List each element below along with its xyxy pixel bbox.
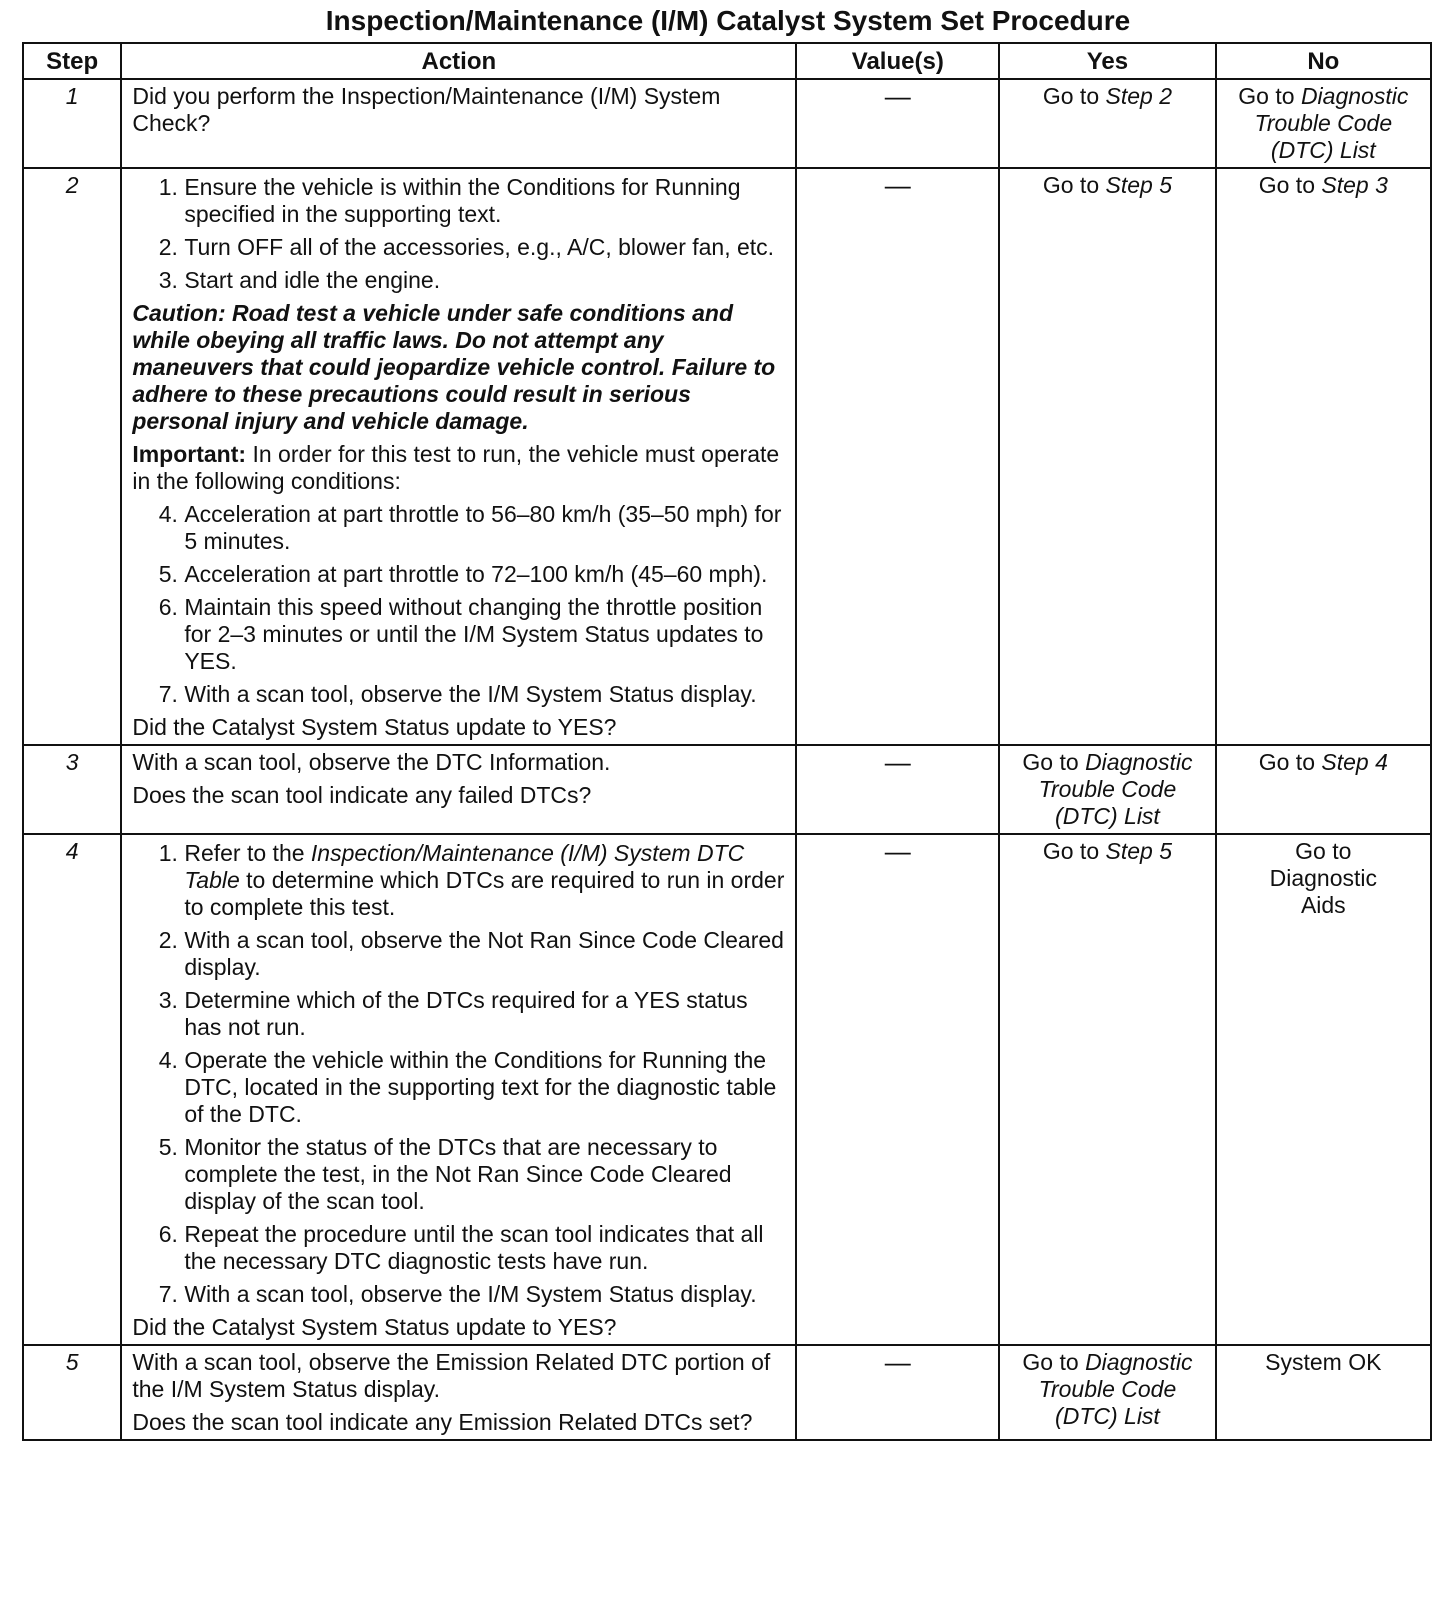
no-result-text: System OK — [1265, 1349, 1382, 1375]
go-to-label: Go to — [1238, 83, 1295, 109]
go-to-label: Go to — [1022, 749, 1079, 775]
diagnostic-aids-link[interactable]: Go to Diagnostic Aids — [1269, 838, 1377, 918]
step-number: 4 — [23, 834, 121, 1345]
action-cell — [121, 1345, 796, 1440]
go-to-label: Go to — [1022, 1349, 1079, 1375]
value-cell: — — [796, 79, 999, 168]
no-cell — [1216, 1345, 1431, 1440]
table-row-step-4 — [23, 834, 1431, 1345]
question-text: Did the Catalyst System Status update to YES? — [132, 1314, 617, 1340]
step-number: 5 — [23, 1345, 121, 1440]
no-cell — [1216, 79, 1431, 168]
list-item: 6. Maintain this speed without changing the throttle position for 2–3 minutes or until the I/M System Status updates to YES. — [184, 594, 785, 675]
action-cell — [121, 745, 796, 834]
yes-target-link[interactable]: Step 2 — [1105, 83, 1173, 109]
question-text: Does the scan tool indicate any Emission Related DTCs set? — [132, 1409, 753, 1435]
table-row-step-3 — [23, 745, 1431, 834]
important-label: Important: — [132, 441, 247, 467]
dtc-list-link[interactable]: Diagnostic Trouble Code (DTC) List — [1254, 83, 1409, 163]
step-number: 2 — [23, 168, 121, 745]
important-text: In order for this test to run, the vehicle must operate in the following conditions: — [132, 441, 780, 494]
list-item: 7. With a scan tool, observe the I/M System Status display. — [184, 1281, 785, 1308]
step-number: 1 — [23, 79, 121, 168]
header-action: Action — [121, 43, 796, 79]
item-text: Refer to the — [184, 840, 305, 866]
list-item: 3. Determine which of the DTCs required for a YES status has not run. — [184, 987, 785, 1041]
list-item: 1. Ensure the vehicle is within the Conditions for Running specified in the supporting text. — [184, 174, 785, 228]
dtc-list-link[interactable]: Diagnostic Trouble Code (DTC) List — [1038, 749, 1193, 829]
instruction-text: With a scan tool, observe the Emission Related DTC portion of the I/M System Status display. — [132, 1349, 771, 1402]
list-item: 2. With a scan tool, observe the Not Ran Since Code Cleared display. — [184, 927, 785, 981]
no-cell — [1216, 168, 1431, 745]
yes-cell — [999, 1345, 1215, 1440]
header-step: Step — [23, 43, 121, 79]
list-item: 5. Monitor the status of the DTCs that are necessary to complete the test, in the Not Ran Since Code Cleared display of the scan tool. — [184, 1134, 785, 1215]
no-cell — [1216, 745, 1431, 834]
table-row-step-5 — [23, 1345, 1431, 1440]
value-cell: — — [796, 168, 999, 745]
list-item: 4. Acceleration at part throttle to 56–80 km/h (35–50 mph) for 5 minutes. — [184, 501, 785, 555]
go-to-label: Go to — [1258, 172, 1315, 198]
no-target-link[interactable]: Step 3 — [1321, 172, 1388, 198]
header-row — [23, 43, 1431, 79]
list-item: 3. Start and idle the engine. — [184, 267, 785, 294]
page-title: Inspection/Maintenance (I/M) Catalyst System Set Procedure — [325, 5, 1131, 36]
value-cell: — — [796, 745, 999, 834]
yes-target-link[interactable]: Step 5 — [1105, 172, 1173, 198]
step-number: 3 — [23, 745, 121, 834]
go-to-label: Go to — [1258, 749, 1315, 775]
list-item: 5. Acceleration at part throttle to 72–100 km/h (45–60 mph). — [184, 561, 785, 588]
question-text: Did the Catalyst System Status update to YES? — [132, 714, 617, 740]
yes-cell — [999, 79, 1215, 168]
question-text: Does the scan tool indicate any failed DTCs? — [132, 782, 592, 808]
procedure-table — [22, 42, 1432, 1441]
list-item: 4. Operate the vehicle within the Conditions for Running the DTC, located in the supporting text for the diagnostic table of the DTC. — [184, 1047, 785, 1128]
question-text: Did you perform the Inspection/Maintenance (I/M) System Check? — [132, 83, 721, 136]
header-yes: Yes — [999, 43, 1215, 79]
table-row-step-1 — [23, 79, 1431, 168]
instruction-list — [132, 174, 785, 294]
yes-cell — [999, 168, 1215, 745]
list-item — [184, 840, 785, 921]
condition-list — [132, 501, 785, 708]
table-row-step-2 — [23, 168, 1431, 745]
instruction-text: With a scan tool, observe the DTC Information. — [132, 749, 611, 775]
important-note — [132, 441, 785, 495]
go-to-label: Go to — [1042, 83, 1100, 109]
yes-cell — [999, 834, 1215, 1345]
instruction-list — [132, 840, 785, 1308]
item-text: to determine which DTCs are required to run in order to complete this test. — [184, 867, 785, 920]
header-values: Value(s) — [796, 43, 999, 79]
no-target-link[interactable]: Step 4 — [1321, 749, 1388, 775]
yes-cell — [999, 745, 1215, 834]
list-item: 6. Repeat the procedure until the scan tool indicates that all the necessary DTC diagnostic tests have run. — [184, 1221, 785, 1275]
list-item: 2. Turn OFF all of the accessories, e.g., A/C, blower fan, etc. — [184, 234, 785, 261]
caution-note: Caution: Road test a vehicle under safe conditions and while obeying all traffic laws. Do not attempt any maneuvers that could jeopardize vehicle control. Failure to adhere to these precautions could result in serious personal injury and vehicle damage. — [132, 300, 776, 434]
action-cell — [121, 168, 796, 745]
dtc-list-link[interactable]: Diagnostic Trouble Code (DTC) List — [1038, 1349, 1193, 1429]
header-no: No — [1216, 43, 1431, 79]
go-to-label: Go to — [1042, 172, 1100, 198]
list-item: 7. With a scan tool, observe the I/M System Status display. — [184, 681, 785, 708]
go-to-label: Go to — [1042, 838, 1100, 864]
yes-target-link[interactable]: Step 5 — [1105, 838, 1173, 864]
value-cell: — — [796, 834, 999, 1345]
dtc-table-reference[interactable]: Inspection/Maintenance (I/M) System DTC Table — [184, 840, 745, 893]
action-cell — [121, 834, 796, 1345]
no-cell — [1216, 834, 1431, 1345]
value-cell: — — [796, 1345, 999, 1440]
action-cell — [121, 79, 796, 168]
